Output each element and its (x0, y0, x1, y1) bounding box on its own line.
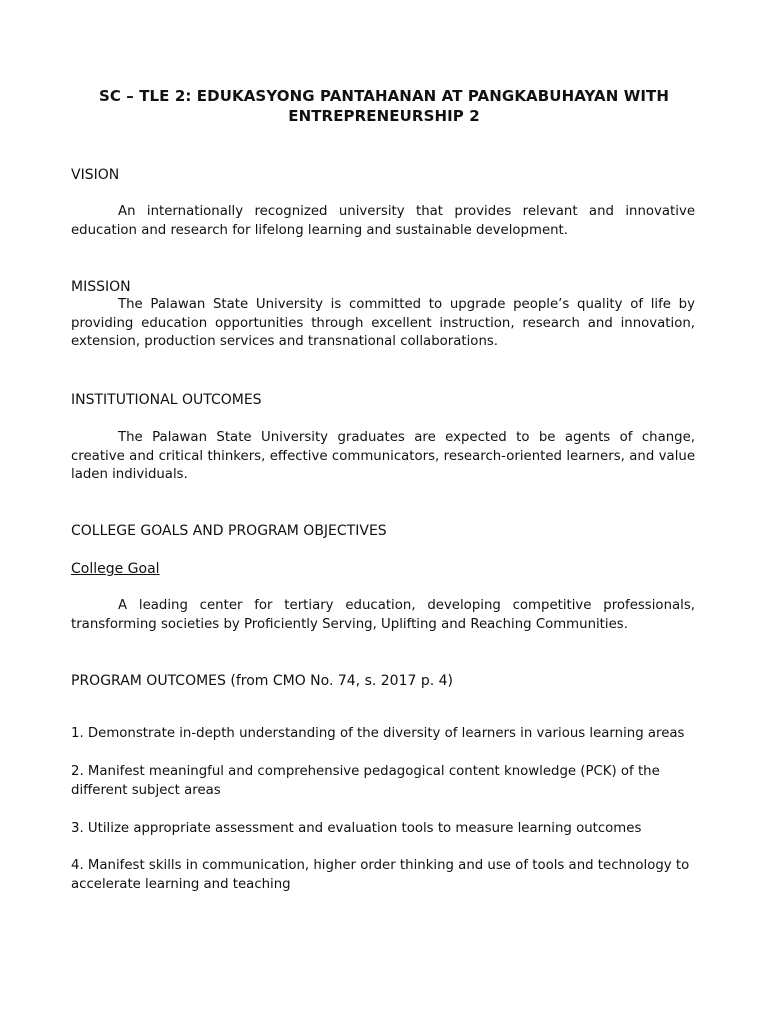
mission-heading: MISSION (71, 279, 131, 295)
college-goal-subheading: College Goal (71, 561, 160, 577)
document-title-line-2: ENTREPRENEURSHIP 2 (288, 107, 480, 125)
program-outcome-item: 2. Manifest meaningful and comprehensive pedagogical content knowledge (PCK) of the different subject areas (71, 764, 660, 798)
mission-text: The Palawan State University is committed to upgrade people’s quality of life by providing education opportunities through excellent instruction, research and innovation, extension, production services and transnational collaborations. (71, 297, 695, 349)
institutional-outcomes-text: The Palawan State University graduates are expected to be agents of change, creative and critical thinkers, effective communicators, research-oriented learners, and value laden individuals. (71, 430, 695, 482)
college-goals-heading: COLLEGE GOALS AND PROGRAM OBJECTIVES (71, 523, 387, 539)
program-outcome-item: 1. Demonstrate in-depth understanding of the diversity of learners in various learning areas (71, 726, 685, 741)
vision-text: An internationally recognized university that provides relevant and innovative education and research for lifelong learning and sustainable development. (71, 204, 695, 238)
college-goal-text: A leading center for tertiary education, developing competitive professionals, transforming societies by Proficiently Serving, Uplifting and Reaching Communities. (71, 598, 695, 632)
vision-heading: VISION (71, 167, 120, 183)
program-outcomes-heading: PROGRAM OUTCOMES (from CMO No. 74, s. 2017 p. 4) (71, 673, 454, 689)
institutional-outcomes-heading: INSTITUTIONAL OUTCOMES (71, 392, 262, 408)
program-outcome-item: 3. Utilize appropriate assessment and evaluation tools to measure learning outcomes (71, 821, 642, 836)
program-outcome-item: 4. Manifest skills in communication, higher order thinking and use of tools and technology to accelerate learning and teaching (71, 858, 690, 892)
document-title-line-1: SC – TLE 2: EDUKASYONG PANTAHANAN AT PANGKABUHAYAN WITH (98, 87, 670, 105)
